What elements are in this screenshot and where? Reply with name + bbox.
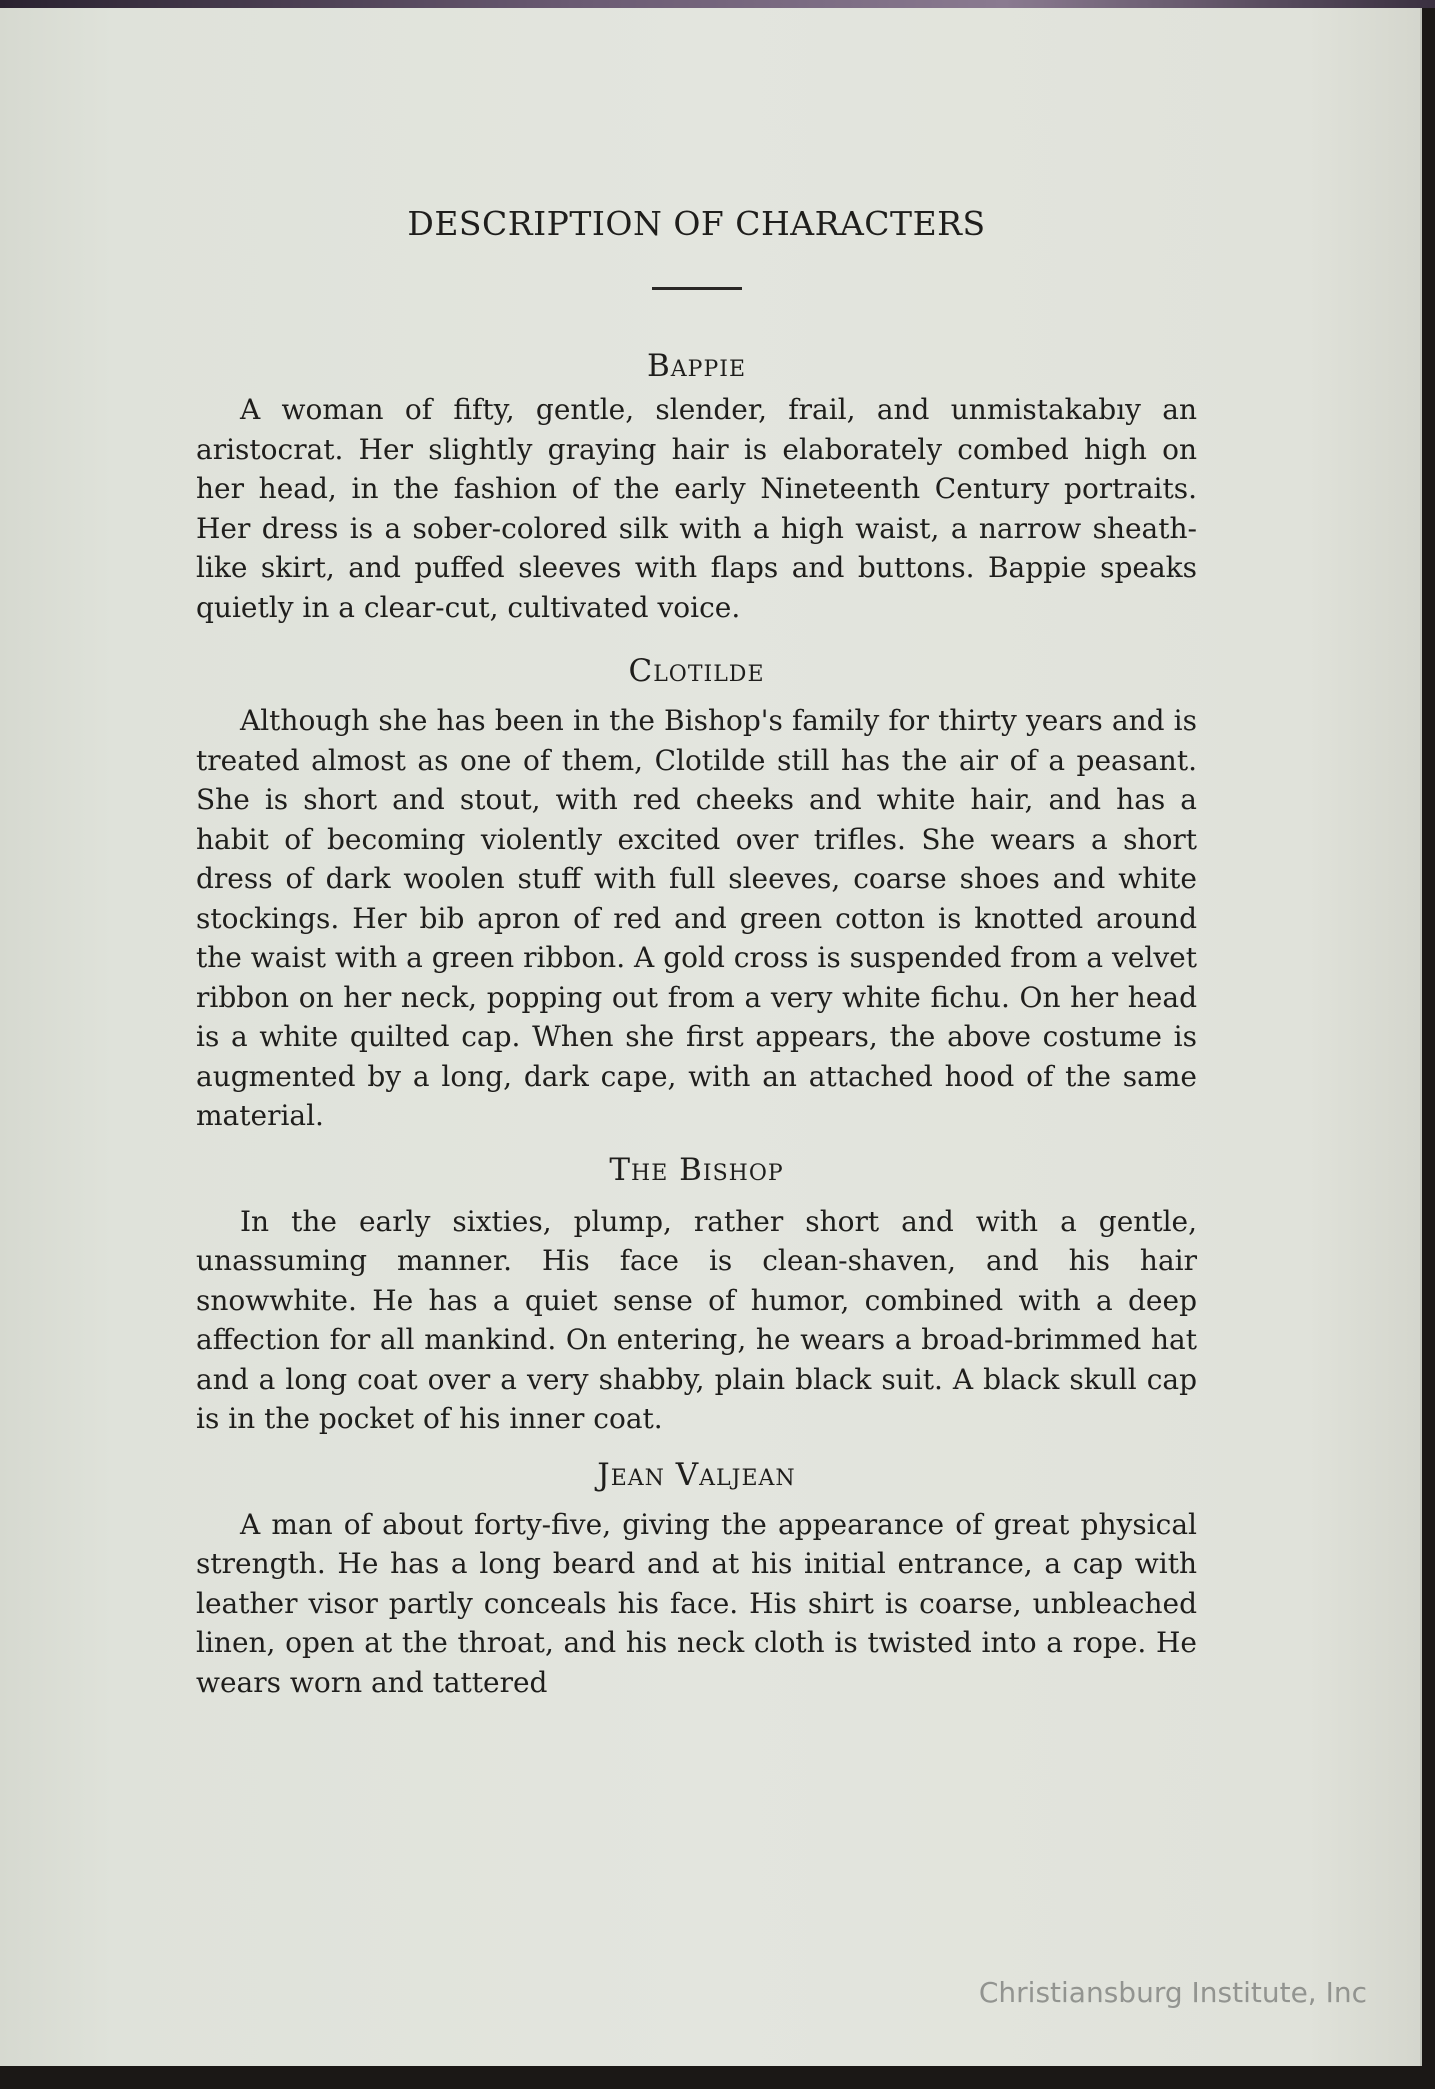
character-description-bappie: A woman of fifty, gentle, slender, frail, and unmistakabıy an aristocrat. Her slightly graying hair is elaborately combed high on her head, in the fashion of the early Nineteenth Century portraits. Her dress is a sober-colored silk with a high waist, a narrow sheath-like skirt, and puffed sleeves with flaps and buttons. Bappie speaks quietly in a clear-cut, cultivated voice. (196, 393, 1197, 624)
title-divider (652, 287, 742, 290)
character-description-bishop: In the early sixties, plump, rather short and with a gentle, unassuming manner. His face is clean-shaven, and his hair snowwhite. He has a quiet sense of humor, combined with a deep affection for all mankind. On entering, he wears a broad-brimmed hat and a long coat over a very shabby, plain black suit. A black skull cap is in the pocket of his inner coat. (196, 1204, 1197, 1435)
page-content (196, 204, 1197, 1702)
character-section-clotilde (196, 653, 1197, 1136)
scan-bottom-edge (0, 2066, 1435, 2089)
character-heading-valjean: Jean Valjean (597, 1456, 796, 1493)
scan-top-edge (0, 0, 1435, 8)
character-heading-bishop: The Bishop (609, 1151, 784, 1188)
document-page (0, 8, 1420, 2066)
character-heading-clotilde: Clotilde (628, 653, 765, 689)
archive-watermark: Christiansburg Institute, Inc (978, 1976, 1367, 2009)
character-section-valjean (196, 1457, 1197, 1703)
character-section-bishop (196, 1152, 1197, 1439)
character-heading-bappie: Bappie (646, 348, 747, 384)
character-description-clotilde: Although she has been in the Bishop's family for thirty years and is treated almost as one of them, Clotilde still has the air of a peasant. She is short and stout, with red cheeks and white hair, and has a habit of becoming violently excited over trifles. She wears a short dress of dark woolen stuff with full sleeves, coarse shoes and white stockings. Her bib apron of red and green cotton is knotted around the waist with a green ribbon. A gold cross is suspended from a velvet ribbon on her neck, popping out from a very white fichu. On her head is a white quilted cap. When she first appears, the above costume is augmented by a long, dark cape, with an attached hood of the same material. (196, 704, 1197, 1132)
page-title: DESCRIPTION OF CHARACTERS (407, 204, 986, 243)
character-section-bappie (196, 348, 1197, 627)
character-description-valjean: A man of about forty-five, giving the appearance of great physical strength. He has a long beard and at his initial entrance, a cap with leather visor partly conceals his face. His shirt is coarse, unbleached linen, open at the throat, and his neck cloth is twisted into a rope. He wears worn and tattered (196, 1507, 1197, 1699)
